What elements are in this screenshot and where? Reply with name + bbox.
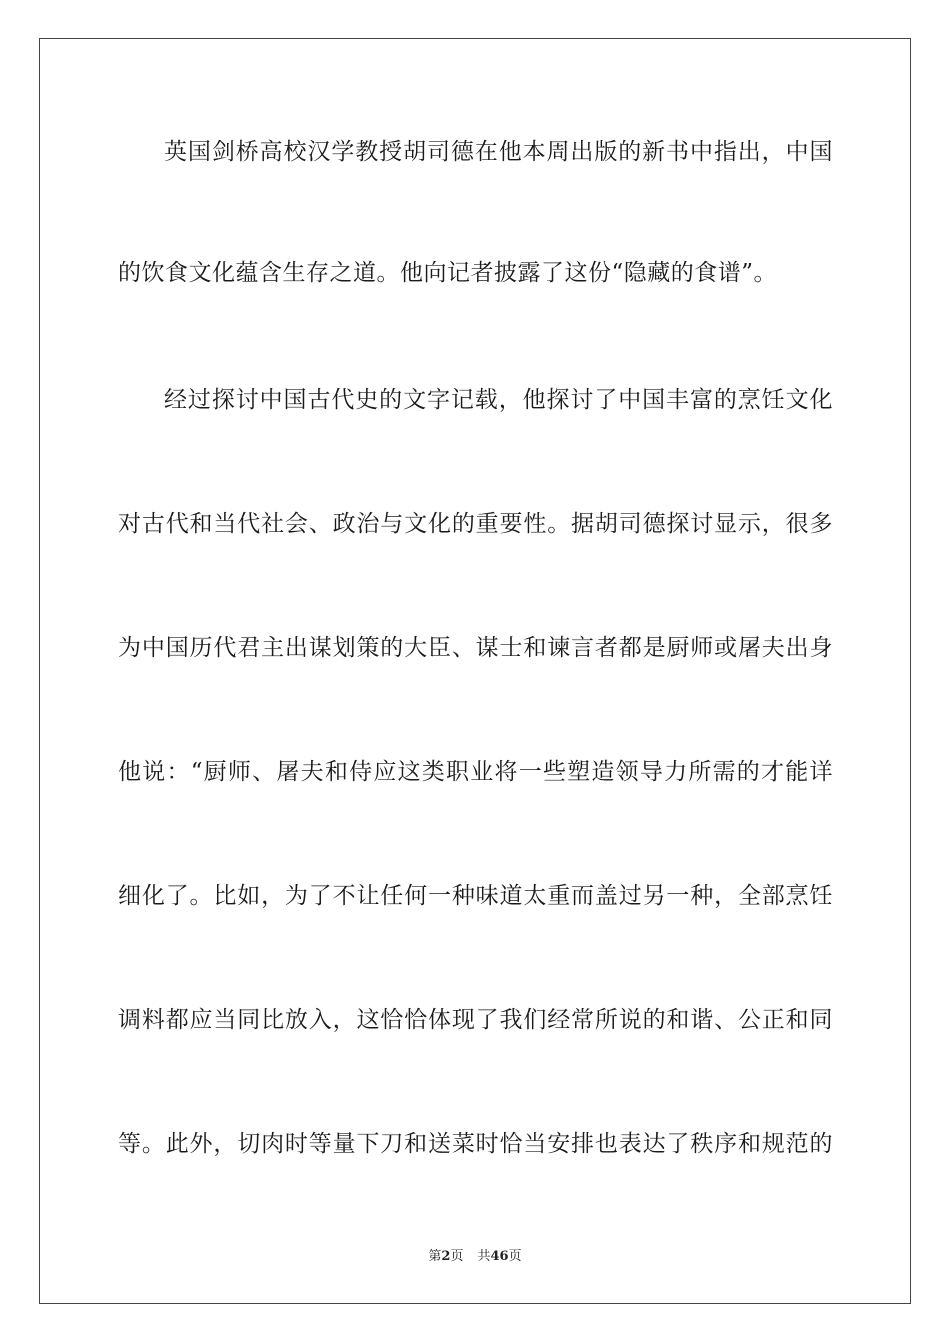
paragraph-1-line-2: 的饮食文化蕴含生存之道。他向记者披露了这份“隐藏的食谱”。: [118, 260, 778, 286]
total-prefix: 共: [477, 1249, 491, 1264]
total-pages: 46: [490, 1249, 509, 1264]
page-border: [39, 38, 911, 1304]
paragraph-2-line-2: 对古代和当代社会、政治与文化的重要性。据胡司德探讨显示，很多: [118, 511, 833, 537]
page-prefix: 第: [428, 1249, 442, 1264]
total-suffix: 页: [508, 1249, 522, 1264]
page-footer: [0, 1248, 950, 1266]
paragraph-2-line-4: 他说：“厨师、屠夫和侍应这类职业将一些塑造领导力所需的才能详: [118, 759, 833, 785]
paragraph-2-line-1: 经过探讨中国古代史的文字记载，他探讨了中国丰富的烹饪文化: [164, 387, 833, 413]
paragraph-2-line-6: 调料都应当同比放入，这恰恰体现了我们经常所说的和谐、公正和同: [118, 1007, 833, 1033]
page-number: 2: [441, 1249, 451, 1264]
paragraph-1-line-1: 英国剑桥高校汉学教授胡司德在他本周出版的新书中指出，中国: [164, 139, 833, 165]
paragraph-2-line-5: 细化了。比如，为了不让任何一种味道太重而盖过另一种，全部烹饪: [118, 883, 833, 909]
page-suffix: 页: [450, 1249, 464, 1264]
paragraph-2-line-3: 为中国历代君主出谋划策的大臣、谋士和谏言者都是厨师或屠夫出身: [118, 635, 833, 661]
paragraph-2-line-7: 等。此外，切肉时等量下刀和送菜时恰当安排也表达了秩序和规范的: [118, 1131, 833, 1157]
